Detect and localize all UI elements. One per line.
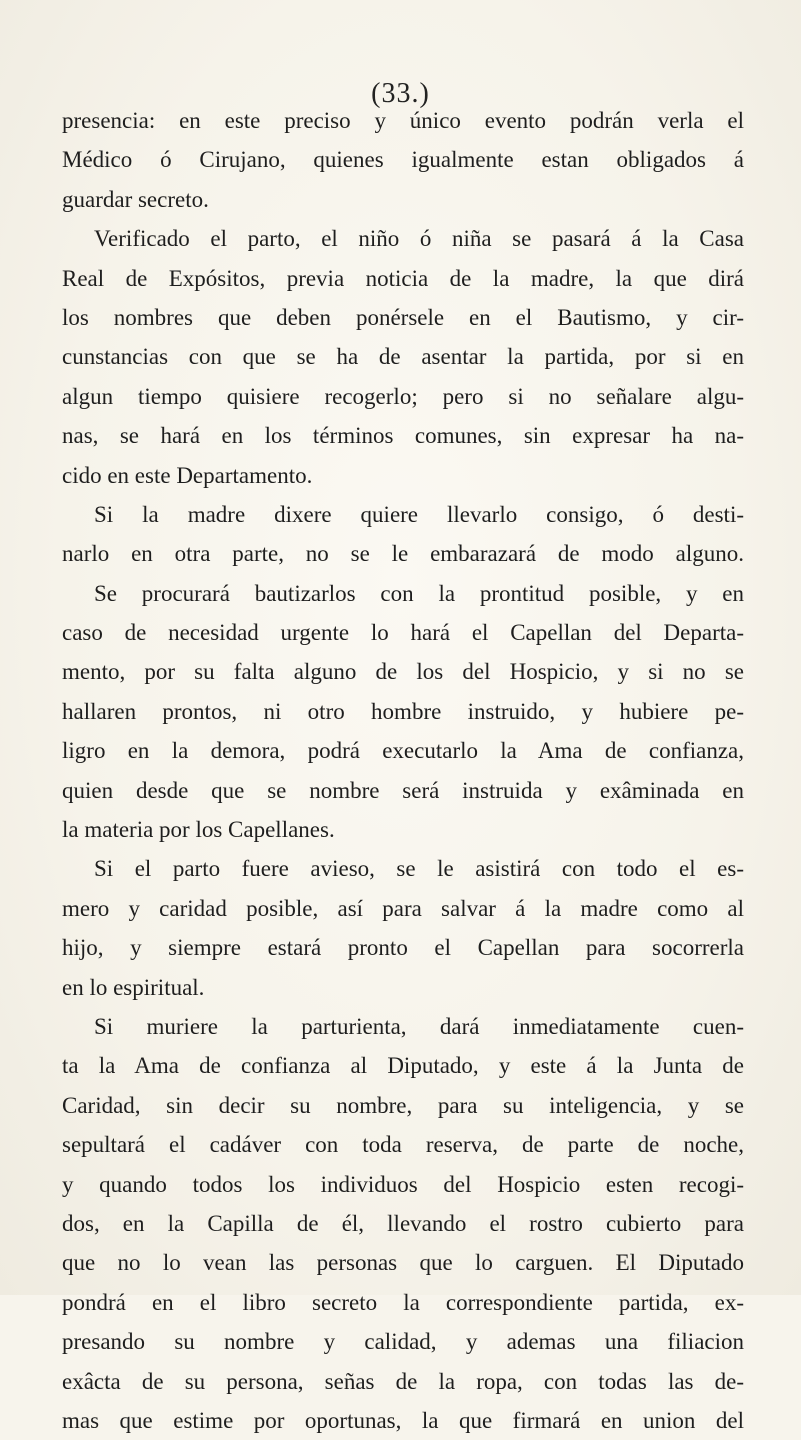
text-line: Si la madre dixere quiere llevarlo consigo, ó desti- [94, 501, 744, 527]
text-line: quien desde que se nombre será instruida y exâminada en [62, 777, 744, 803]
text-line: guardar secreto. [62, 186, 209, 212]
body-text [62, 101, 744, 1440]
text-line: nas, se hará en los términos comunes, sin expresar ha na- [62, 423, 744, 449]
text-line: Caridad, sin decir su nombre, para su inteligencia, y se [62, 1092, 744, 1118]
text-line: Si muriere la parturienta, dará inmediatamente cuen- [94, 1013, 744, 1039]
text-line: ligro en la demora, podrá executarlo la Ama de confianza, [62, 738, 744, 764]
text-line: y quando todos los individuos del Hospicio esten recogi- [62, 1171, 744, 1197]
text-line: cunstancias con que se ha de asentar la partida, por si en [62, 344, 744, 370]
text-line: narlo en otra parte, no se le embarazará de modo alguno. [62, 541, 744, 567]
text-line: algun tiempo quisiere recogerlo; pero si no señalare algu- [62, 383, 744, 409]
text-line: cido en este Departamento. [62, 462, 313, 488]
text-line: la materia por los Capellanes. [62, 817, 335, 843]
text-line: presando su nombre y calidad, y ademas una filiacion [62, 1329, 744, 1355]
text-line: mas que estime por oportunas, la que firmará en union del [62, 1407, 744, 1433]
text-line: sepultará el cadáver con toda reserva, de parte de noche, [62, 1132, 744, 1158]
text-line: hijo, y siempre estará pronto el Capellan para socorrerla [62, 935, 744, 961]
text-line: en lo espiritual. [62, 974, 205, 1000]
text-line: Verificado el parto, el niño ó niña se pasará á la Casa [94, 226, 744, 252]
text-line: ta la Ama de confianza al Diputado, y este á la Junta de [62, 1053, 744, 1079]
text-line: Real de Expósitos, previa noticia de la madre, la que dirá [62, 265, 744, 291]
text-line: exâcta de su persona, señas de la ropa, con todas las de- [62, 1368, 744, 1394]
text-line: Médico ó Cirujano, quienes igualmente estan obligados á [62, 147, 744, 173]
text-line: dos, en la Capilla de él, llevando el rostro cubierto para [62, 1210, 744, 1236]
text-line: los nombres que deben ponérsele en el Bautismo, y cir- [62, 304, 744, 330]
page-number: (33.) [371, 78, 430, 109]
text-line: mero y caridad posible, así para salvar á la madre como al [62, 895, 744, 921]
text-line: hallaren prontos, ni otro hombre instruido, y hubiere pe- [62, 698, 744, 724]
text-line: pondrá en el libro secreto la correspondiente partida, ex- [62, 1289, 744, 1315]
text-line: mento, por su falta alguno de los del Hospicio, y si no se [62, 659, 744, 685]
text-line: presencia: en este preciso y único evento podrán verla el [62, 108, 744, 133]
text-line: que no lo vean las personas que lo carguen. El Diputado [62, 1250, 744, 1276]
text-line: caso de necesidad urgente lo hará el Capellan del Departa- [62, 620, 744, 646]
text-line: Se procurará bautizarlos con la prontitud posible, y en [94, 580, 744, 606]
text-line: Si el parto fuere avieso, se le asistirá con todo el es- [94, 856, 744, 882]
